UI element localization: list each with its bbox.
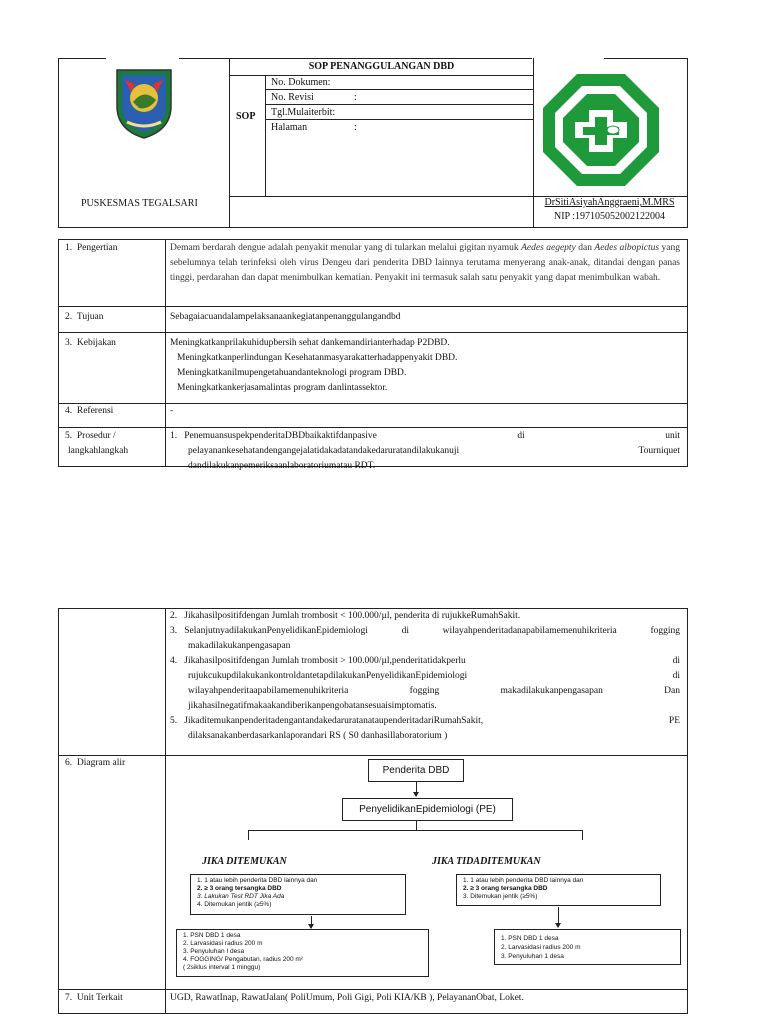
flow-right-criteria: 1. 1 atau lebih penderita DBD lainnya dan 2. ≥ 3 orang tersangka DBD 3. Ditemukan jentik (≥5%) xyxy=(456,874,661,906)
row-label-prosedur: Prosedur / xyxy=(76,431,116,441)
referensi-text: - xyxy=(170,406,174,416)
flow-left-criteria: 1. 1 atau lebih penderita DBD lainnya dan 2. ≥ 3 orang tersangka DBD 3. Lakukan Test RDT Jika Ada 4. Ditemukan jentik (≥5%) xyxy=(190,874,406,915)
sop-table-2: 2. Jikahasilpositifdengan Jumlah trombosit < 100.000/µl, penderita di rujukkeRumahSakit. 3. SelanjutnyadilakukanPenyelidikanEpidemiologi di wilayahpenderitadanapabilamemenuhikriteria fogging makadilakukanpengasapan 4. Jikahasilpositifdengan Jumlah trombosit > 100.000/µl,penderitatidakperlu di rujukcukupdilakukankontroldantetapdilakukanPenyelidikanEpidemiologi di wilayahpenderitaapabilamemenuhikriteria fogging makadilakukanpengasapan Dan jikahasilnegatifmakaakandiberikanpengobatansesuaisimptomatis. 5. JikaditemukanpenderitadengantandakedaruratanataupenderitadariRumahSakit, PE dilaksanakanberdasarkanlaporandari RS ( S0 danhasillaboratorium ) 6. Diagram alir Penderita DBD PenyelidikanEpidemiologi (PE) JIKA DITEMUKAN JIKA TIDADITEMUKAN 1. 1 atau lebih penderita DBD lainnya dan 2. ≥ 3 orang tersangka DBD 3. Lakukan Test RDT Jika Ada 4. Ditemukan jentik (≥5%) 1. 1 atau lebih penderita DBD lainnya dan 2. ≥ 3 orang tersangka DBD 3. Ditemukan jentik (≥5%) 1. PSN DBD 1 desa 2. Larvasidasi radius 200 m 3. Penyuluhan I desa 4. FOGGING/ Pengabutan, radius 200 m² ( 2siklus interval 1 minggu) 1. PSN DBD 1 desa 2. Larvasidasi radius 200 m 3. Penyuluhan 1 desa 7. Unit Terkait UGD, RawatInap, RawatJalan( PoliUmum, Poli Gigi, Poli KIA/KB ), PelayananObat, Loket. xyxy=(58,608,688,1014)
sop-table-1: 1. Pengertian Demam berdarah dengue adalah penyakit menular yang di tularkan melalui gigitan nyamuk Aedes aegepty dan Aedes albopictus yang sebelumnya telah terinfeksi oleh virus Dengeu dari penderita DBD lainnya terutama menyerang anak-anak, ditandai dengan panas tinggi, perdarahan dan dapat menimbulkan kematian. Penyakit ini termasuk salah satu penyakit yang dapat menimbulkan wabah. 2. Tujuan Sebagaiacuandalampelaksanaankegiatanpenanggulangandbd 3. Kebijakan Meningkatkanprilakuhidupbersih sehat dankemandirianterhadap P2DBD. Meningkatkanperlindungan Kesehatanmasyarakatterhadappenyakit DBD. Meningkatkanilmupengetahuandanteknologi program DBD. Meningkatkankerjasamalintas program danlintassektor. 4. Referensi - 5. Prosedur / langkahlangkah 1. PenemuansuspekpenderitaDBDbaikaktifdanpasive di unit pelayanankesehatandengangejalatidakadatandakedaruratandilakukanuji Tourniquet dandilakukanpemeriksaanlaboratoriumatau RDT. xyxy=(58,239,688,467)
signer-name: DrSitiAsiyahAnggraeni,M.MRS xyxy=(544,197,675,208)
flow-box-penderita: Penderita DBD xyxy=(368,759,464,782)
field-no-revisi: No. Revisi xyxy=(271,92,314,103)
unit-terkait-text: UGD, RawatInap, RawatJalan( PoliUmum, Poli Gigi, Poli KIA/KB ), PelayananObat, Loket. xyxy=(170,993,524,1003)
kebijakan-list: Meningkatkanprilakuhidupbersih sehat dankemandirianterhadap P2DBD. Meningkatkanperlindungan Kesehatanmasyarakatterhadappenyakit DBD. Meningkatkanilmupengetahuandanteknologi program DBD. Meningkatkankerjasamalintas program danlintassektor. xyxy=(170,338,458,393)
flow-diagram xyxy=(166,756,687,989)
header-table xyxy=(58,58,688,228)
field-tgl-mulai: Tgl.Mulaiterbit: xyxy=(271,107,336,118)
colon: : xyxy=(354,122,357,133)
field-halaman: Halaman xyxy=(271,122,308,133)
flow-left-head: JIKA DITEMUKAN xyxy=(202,856,287,867)
row-label-tujuan: Tujuan xyxy=(76,312,104,322)
field-no-dokumen: No. Dokumen: xyxy=(271,77,331,88)
flow-right-head: JIKA TIDADITEMUKAN xyxy=(432,856,541,867)
pengertian-text: Demam berdarah dengue adalah penyakit menular yang di tularkan melalui gigitan nyamuk Aedes aegepty dan Aedes albopictus yang sebelumnya telah terinfeksi oleh virus Dengeu dari penderita DBD lainnya terutama menyerang anak-anak, ditandai dengan panas tinggi, perdarahan dan dapat menimbulkan kematian. Penyakit ini termasuk salah satu penyakit yang dapat menimbulkan wabah. xyxy=(170,243,681,283)
sop-label: SOP xyxy=(236,111,256,122)
tujuan-text: Sebagaiacuandalampelaksanaankegiatanpenanggulangandbd xyxy=(170,312,401,322)
signer-nip: NIP :197105052002122004 xyxy=(553,211,666,222)
flow-box-pe: PenyelidikanEpidemiologi (PE) xyxy=(342,798,513,821)
row-label-langkah: langkahlangkah xyxy=(68,446,129,456)
puskesmas-logo xyxy=(541,72,661,188)
sop-title: SOP PENANGGULANGAN DBD xyxy=(230,58,533,76)
colon: : xyxy=(354,92,357,103)
row-label-diagram: Diagram alir xyxy=(76,758,126,768)
row-label-referensi: Referensi xyxy=(76,406,114,416)
flow-left-actions: 1. PSN DBD 1 desa 2. Larvasidasi radius 200 m 3. Penyuluhan I desa 4. FOGGING/ Pengabutan, radius 200 m² ( 2siklus interval 1 minggu) xyxy=(176,929,429,977)
row-label-unit: Unit Terkait xyxy=(76,993,123,1003)
flow-right-actions: 1. PSN DBD 1 desa 2. Larvasidasi radius 200 m 3. Penyuluhan 1 desa xyxy=(494,929,681,965)
row-label-kebijakan: Kebijakan xyxy=(76,338,116,348)
prosedur-steps-cont: 2. Jikahasilpositifdengan Jumlah trombosit < 100.000/µl, penderita di rujukkeRumahSakit. 3. SelanjutnyadilakukanPenyelidikanEpidemiologi di wilayahpenderitadanapabilamemenuhikriteria fogging makadilakukanpengasapan 4. Jikahasilpositifdengan Jumlah trombosit > 100.000/µl,penderitatidakperlu di rujukcukupdilakukankontroldantetapdilakukanPenyelidikanEpidemiologi di wilayahpenderitaapabilamemenuhikriteria fogging makadilakukanpengasapan Dan jikahasilnegatifmakaakandiberikanpengobatansesuaisimptomatis. 5. JikaditemukanpenderitadengantandakedaruratanataupenderitadariRumahSakit, PE dilaksanakanberdasarkanlaporandari RS ( S0 danhasillaboratorium ) xyxy=(170,611,680,741)
prosedur-step-1: 1. PenemuansuspekpenderitaDBDbaikaktifdanpasive di unit pelayanankesehatandengangejalatidakadatandakedaruratandilakukanuji Tourniquet dandilakukanpemeriksaanlaboratoriumatau RDT. xyxy=(170,431,680,471)
org-name: PUSKESMAS TEGALSARI xyxy=(81,198,198,209)
row-no: 1. xyxy=(65,243,73,253)
row-label-pengertian: Pengertian xyxy=(76,243,118,253)
regency-logo xyxy=(111,66,177,140)
